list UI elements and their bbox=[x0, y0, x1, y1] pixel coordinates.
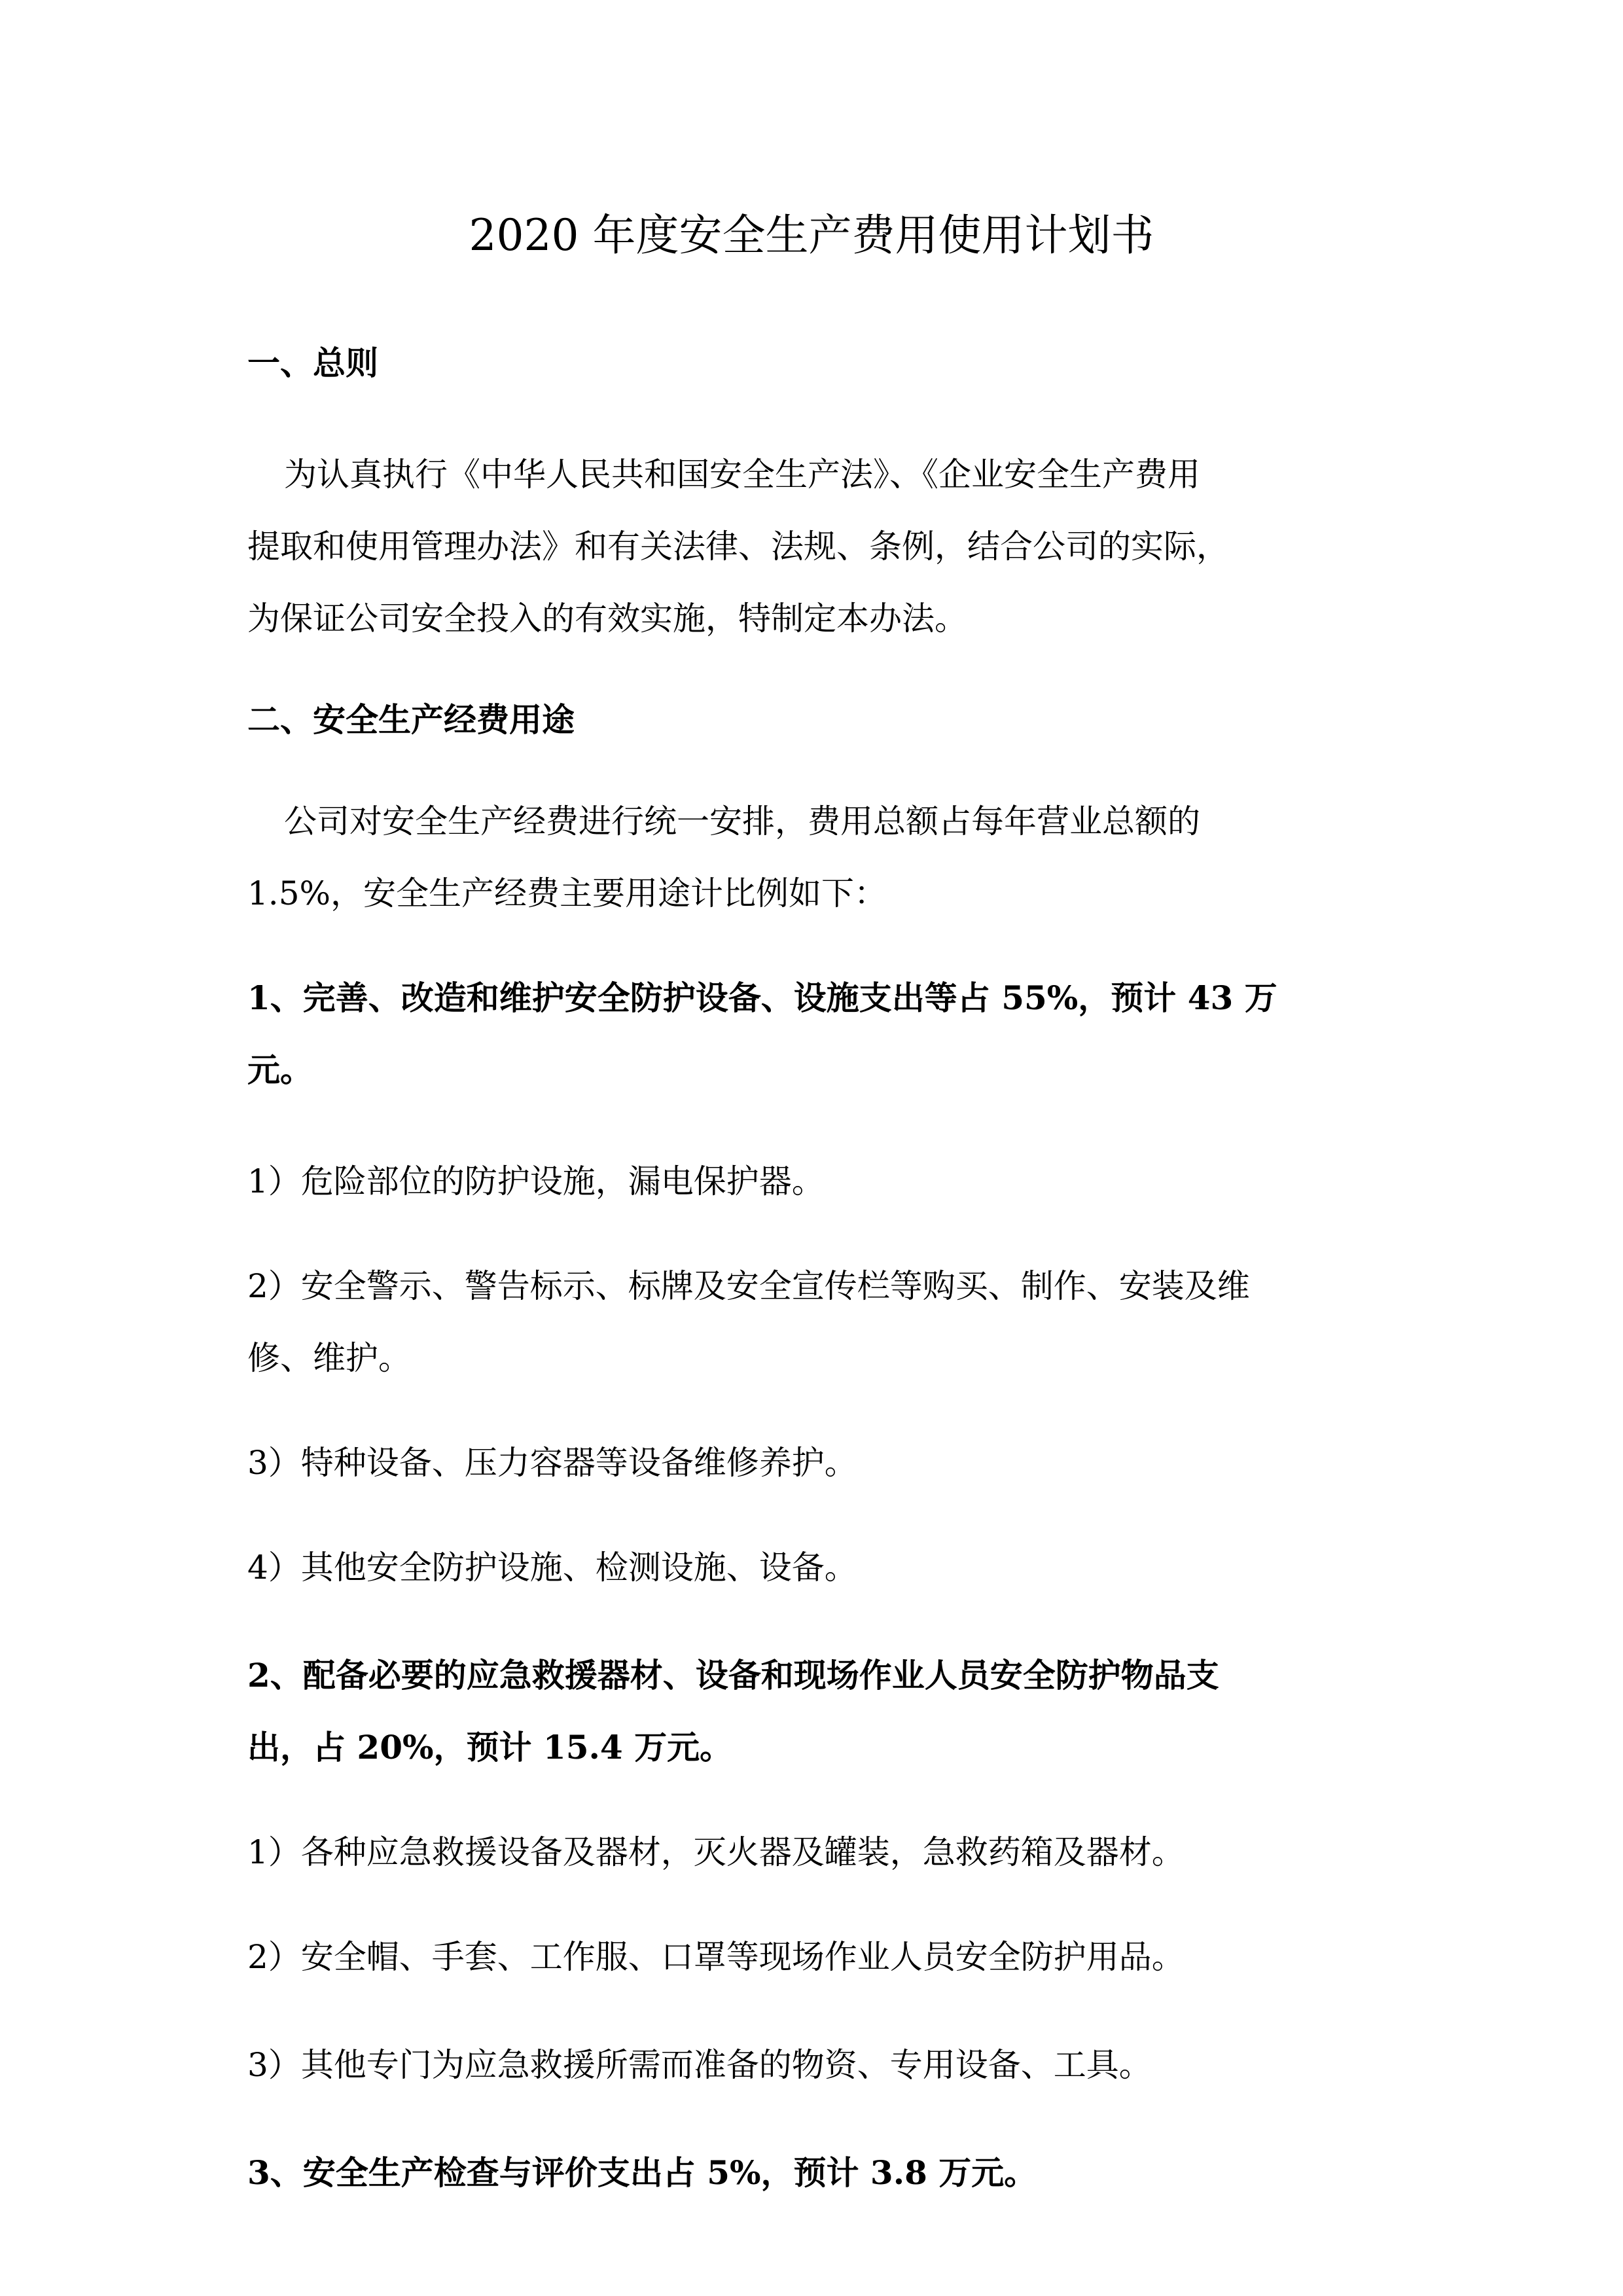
paragraph-line: 为保证公司安全投入的有效实施，特制定本办法。 bbox=[247, 600, 967, 637]
subitem-line: 2）安全警示、警告标示、标牌及安全宣传栏等购买、制作、安装及维 bbox=[247, 1267, 1250, 1305]
subitem-2-1 bbox=[247, 1816, 1399, 1888]
paragraph-line: 提取和使用管理办法》和有关法律、法规、条例，结合公司的实际， bbox=[247, 528, 1229, 565]
item-line: 出，占 20%，预计 15.4 万元。 bbox=[247, 1728, 733, 1767]
paragraph-line: 为认真执行《中华人民共和国安全生产法》、《企业安全生产费用 bbox=[284, 456, 1200, 493]
section-paragraph-general bbox=[247, 439, 1386, 655]
subitem-line: 修、维护。 bbox=[247, 1339, 411, 1377]
subitem-line: 2）安全帽、手套、工作服、口罩等现场作业人员安全防护用品。 bbox=[247, 1938, 1185, 1976]
item-heading-2 bbox=[247, 1640, 1386, 1784]
subitem-2-3 bbox=[247, 2029, 1399, 2101]
subitem-1-2 bbox=[247, 1250, 1399, 1394]
item-heading-1 bbox=[247, 962, 1386, 1106]
item-line: 2、配备必要的应急救援器材、设备和现场作业人员安全防护物品支 bbox=[247, 1656, 1219, 1695]
subitem-2-2 bbox=[247, 1921, 1399, 1993]
subitem-line: 4）其他安全防护设施、检测设施、设备。 bbox=[247, 1549, 857, 1587]
paragraph-line: 1.5%，安全生产经费主要用途计比例如下： bbox=[247, 874, 887, 912]
subitem-1-1 bbox=[247, 1145, 1399, 1217]
item-line: 元。 bbox=[247, 1050, 313, 1089]
paragraph-line: 公司对安全生产经费进行统一安排，费用总额占每年营业总额的 bbox=[284, 802, 1200, 840]
subitem-1-3 bbox=[247, 1427, 1399, 1499]
subitem-line: 3）其他专门为应急救援所需而准备的物资、专用设备、工具。 bbox=[247, 2046, 1152, 2084]
subitem-line: 1）危险部位的防护设施，漏电保护器。 bbox=[247, 1162, 825, 1200]
item-line: 1、完善、改造和维护安全防护设备、设施支出等占 55%，预计 43 万 bbox=[247, 978, 1277, 1017]
subitem-line: 3）特种设备、压力容器等设备维修养护。 bbox=[247, 1444, 857, 1482]
subitem-line: 1）各种应急救援设备及器材，灭火器及罐装，急救药箱及器材。 bbox=[247, 1833, 1185, 1871]
subitem-1-4 bbox=[247, 1532, 1399, 1604]
section-heading-usage: 二、安全生产经费用途 bbox=[247, 700, 575, 739]
item-line: 3、安全生产检查与评价支出占 5%，预计 3.8 万元。 bbox=[247, 2153, 1037, 2192]
section-heading-general: 一、总则 bbox=[247, 344, 378, 382]
item-heading-3 bbox=[247, 2137, 1386, 2209]
section-paragraph-usage bbox=[247, 785, 1386, 929]
document-title: 2020 年度安全生产费用使用计划书 bbox=[469, 210, 1154, 260]
